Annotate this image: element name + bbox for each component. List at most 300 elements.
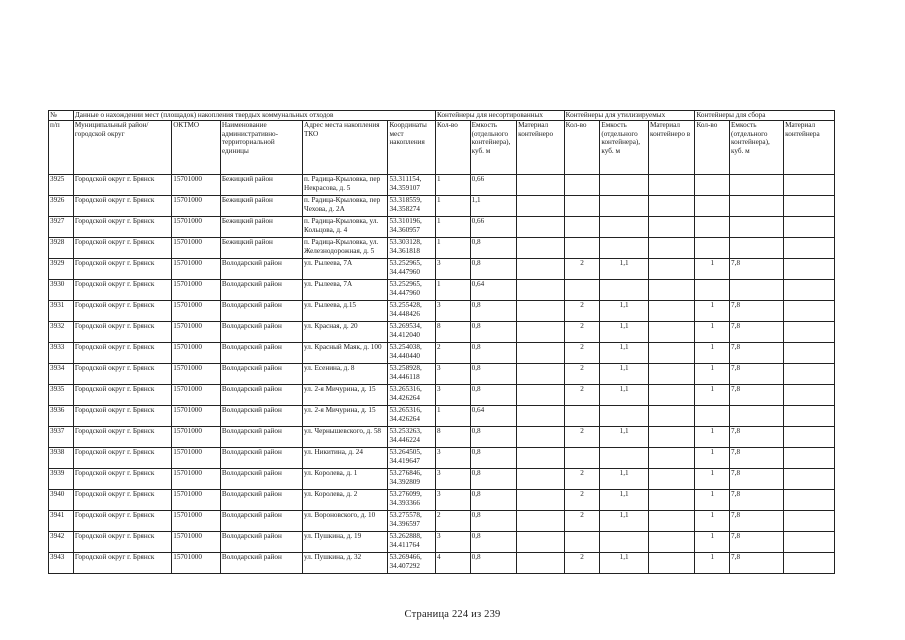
cell-address: ул. Королева, д. 1: [303, 469, 388, 490]
table-row: [49, 280, 835, 301]
cell-unsorted-material: [517, 196, 565, 217]
cell-num: 3933: [49, 343, 74, 364]
cell-address: ул. Красный Маяк, д. 100: [303, 343, 388, 364]
cell-unsorted-capacity: 0,8: [470, 322, 516, 343]
cell-unsorted-count: 1: [436, 175, 471, 196]
cell-unsorted-capacity: 0,8: [470, 427, 516, 448]
cell-district: Городской округ г. Брянск: [73, 343, 171, 364]
cell-oktmo: 15701000: [172, 175, 221, 196]
cell-num: 3926: [49, 196, 74, 217]
cell-recycle-material: [648, 217, 694, 238]
cell-unsorted-count: 4: [436, 553, 471, 574]
cell-district: Городской округ г. Брянск: [73, 469, 171, 490]
cell-num: 3940: [49, 490, 74, 511]
cell-bulky-capacity: 7,8: [730, 511, 784, 532]
cell-unsorted-material: [517, 448, 565, 469]
cell-recycle-capacity: 1,1: [600, 511, 649, 532]
cell-admin: Володарский район: [220, 343, 302, 364]
cell-recycle-capacity: [600, 175, 649, 196]
cell-coords: 53.269466, 34.407292: [388, 553, 436, 574]
cell-unsorted-material: [517, 427, 565, 448]
header-unsorted-material: Материал контейнеро: [517, 121, 565, 175]
cell-bulky-material: [784, 301, 835, 322]
cell-admin: Володарский район: [220, 532, 302, 553]
cell-coords: 53.252965, 34.447960: [388, 259, 436, 280]
cell-address: п. Радица-Крыловка, ул. Кольцова, д. 4: [303, 217, 388, 238]
cell-recycle-count: [564, 196, 600, 217]
cell-recycle-material: [648, 532, 694, 553]
cell-district: Городской округ г. Брянск: [73, 385, 171, 406]
cell-bulky-capacity: [730, 406, 784, 427]
cell-recycle-capacity: 1,1: [600, 469, 649, 490]
cell-bulky-count: [695, 280, 730, 301]
cell-admin: Володарский район: [220, 490, 302, 511]
cell-district: Городской округ г. Брянск: [73, 196, 171, 217]
cell-oktmo: 15701000: [172, 259, 221, 280]
cell-admin: Володарский район: [220, 322, 302, 343]
header-group-bulky: Контейнеры для сбора: [695, 111, 835, 121]
cell-admin: Володарский район: [220, 448, 302, 469]
cell-bulky-count: [695, 217, 730, 238]
cell-num: 3941: [49, 511, 74, 532]
cell-district: Городской округ г. Брянск: [73, 553, 171, 574]
cell-oktmo: 15701000: [172, 364, 221, 385]
cell-bulky-count: [695, 406, 730, 427]
cell-bulky-count: [695, 238, 730, 259]
cell-recycle-count: 2: [564, 427, 600, 448]
header-group-location: Данные о нахождении мест (площадок) накопления твердых коммунальных отходов: [73, 111, 435, 121]
cell-unsorted-capacity: 0,8: [470, 385, 516, 406]
cell-admin: Володарский район: [220, 280, 302, 301]
cell-admin: Володарский район: [220, 385, 302, 406]
cell-unsorted-count: 1: [436, 406, 471, 427]
cell-recycle-count: [564, 238, 600, 259]
cell-recycle-capacity: 1,1: [600, 343, 649, 364]
cell-recycle-material: [648, 469, 694, 490]
cell-bulky-capacity: [730, 217, 784, 238]
cell-recycle-material: [648, 196, 694, 217]
table-row: [49, 427, 835, 448]
cell-bulky-material: [784, 448, 835, 469]
cell-address: ул. Никитина, д. 24: [303, 448, 388, 469]
cell-bulky-material: [784, 427, 835, 448]
cell-recycle-count: 2: [564, 511, 600, 532]
table-row: [49, 511, 835, 532]
cell-recycle-count: 2: [564, 301, 600, 322]
cell-address: ул. Чернышевского, д. 58: [303, 427, 388, 448]
cell-recycle-capacity: [600, 217, 649, 238]
cell-coords: 53.276846, 34.392809: [388, 469, 436, 490]
cell-bulky-count: 1: [695, 511, 730, 532]
cell-bulky-material: [784, 280, 835, 301]
cell-recycle-capacity: 1,1: [600, 364, 649, 385]
cell-num: 3927: [49, 217, 74, 238]
cell-unsorted-material: [517, 364, 565, 385]
cell-num: 3932: [49, 322, 74, 343]
page-number: Страница 224 из 239: [404, 609, 501, 620]
cell-bulky-count: 1: [695, 343, 730, 364]
cell-bulky-count: 1: [695, 469, 730, 490]
cell-recycle-count: [564, 280, 600, 301]
header-group-recycle: Контейнеры для утилизируемых: [564, 111, 695, 121]
cell-bulky-capacity: [730, 280, 784, 301]
cell-bulky-capacity: 7,8: [730, 343, 784, 364]
cell-bulky-capacity: 7,8: [730, 259, 784, 280]
table-row: [49, 238, 835, 259]
cell-recycle-capacity: 1,1: [600, 490, 649, 511]
cell-bulky-count: 1: [695, 364, 730, 385]
cell-recycle-count: 2: [564, 343, 600, 364]
cell-bulky-capacity: 7,8: [730, 385, 784, 406]
cell-num: 3938: [49, 448, 74, 469]
cell-address: ул. Вороновского, д. 10: [303, 511, 388, 532]
cell-bulky-material: [784, 217, 835, 238]
cell-address: ул. Пушкина, д. 19: [303, 532, 388, 553]
cell-unsorted-material: [517, 406, 565, 427]
cell-coords: 53.265316, 34.426264: [388, 406, 436, 427]
table-row: [49, 406, 835, 427]
table-row: [49, 469, 835, 490]
cell-address: п. Радица-Крыловка, ул. Железнодорожная, д. 5: [303, 238, 388, 259]
cell-district: Городской округ г. Брянск: [73, 259, 171, 280]
cell-bulky-capacity: [730, 238, 784, 259]
table-row: [49, 322, 835, 343]
header-unsorted-capacity: Емкость (отдельного контейнера), куб. м: [470, 121, 516, 175]
cell-unsorted-count: 3: [436, 490, 471, 511]
cell-district: Городской округ г. Брянск: [73, 175, 171, 196]
table-row: [49, 259, 835, 280]
cell-oktmo: 15701000: [172, 469, 221, 490]
cell-unsorted-capacity: 0,8: [470, 553, 516, 574]
cell-unsorted-material: [517, 469, 565, 490]
cell-bulky-count: 1: [695, 490, 730, 511]
cell-coords: 53.269534, 34.412040: [388, 322, 436, 343]
cell-coords: 53.264505, 34.419647: [388, 448, 436, 469]
cell-unsorted-count: 3: [436, 385, 471, 406]
cell-coords: 53.258928, 34.446118: [388, 364, 436, 385]
cell-oktmo: 15701000: [172, 196, 221, 217]
cell-bulky-capacity: 7,8: [730, 301, 784, 322]
cell-district: Городской округ г. Брянск: [73, 364, 171, 385]
cell-bulky-material: [784, 259, 835, 280]
cell-num: 3930: [49, 280, 74, 301]
cell-unsorted-count: 8: [436, 322, 471, 343]
cell-num: 3942: [49, 532, 74, 553]
cell-unsorted-capacity: 0,8: [470, 448, 516, 469]
cell-unsorted-capacity: 0,8: [470, 364, 516, 385]
cell-recycle-count: 2: [564, 553, 600, 574]
cell-oktmo: 15701000: [172, 511, 221, 532]
header-group-unsorted: Контейнеры для несортированных: [436, 111, 565, 121]
cell-oktmo: 15701000: [172, 448, 221, 469]
cell-district: Городской округ г. Брянск: [73, 490, 171, 511]
header-bulky-material: Материал контейнера: [784, 121, 835, 175]
cell-recycle-material: [648, 259, 694, 280]
cell-coords: 53.262888, 34.411764: [388, 532, 436, 553]
cell-recycle-capacity: [600, 532, 649, 553]
cell-address: ул. 2-я Мичурина, д. 15: [303, 385, 388, 406]
cell-coords: 53.311154, 34.359107: [388, 175, 436, 196]
cell-recycle-material: [648, 511, 694, 532]
cell-recycle-material: [648, 238, 694, 259]
cell-bulky-count: 1: [695, 532, 730, 553]
cell-bulky-material: [784, 490, 835, 511]
cell-coords: 53.310196, 34.360957: [388, 217, 436, 238]
cell-address: ул. 2-я Мичурина, д. 15: [303, 406, 388, 427]
cell-unsorted-material: [517, 490, 565, 511]
cell-unsorted-material: [517, 217, 565, 238]
cell-oktmo: 15701000: [172, 343, 221, 364]
header-recycle-material: Материал контейнеро в: [648, 121, 694, 175]
cell-recycle-count: 2: [564, 385, 600, 406]
cell-num: 3931: [49, 301, 74, 322]
cell-unsorted-material: [517, 238, 565, 259]
cell-admin: Володарский район: [220, 511, 302, 532]
cell-bulky-material: [784, 343, 835, 364]
cell-admin: Бежицкий район: [220, 196, 302, 217]
cell-recycle-capacity: [600, 406, 649, 427]
cell-recycle-capacity: 1,1: [600, 427, 649, 448]
cell-admin: Володарский район: [220, 364, 302, 385]
cell-address: п. Радица-Крыловка, пер Чехова, д. 2А: [303, 196, 388, 217]
cell-address: ул. Красная, д. 20: [303, 322, 388, 343]
cell-unsorted-count: 3: [436, 469, 471, 490]
header-coords: Координаты мест накопления: [388, 121, 436, 175]
table-body: [49, 175, 835, 574]
cell-district: Городской округ г. Брянск: [73, 448, 171, 469]
cell-num: 3939: [49, 469, 74, 490]
cell-oktmo: 15701000: [172, 301, 221, 322]
cell-unsorted-capacity: 0,8: [470, 343, 516, 364]
cell-recycle-material: [648, 280, 694, 301]
cell-recycle-material: [648, 301, 694, 322]
cell-oktmo: 15701000: [172, 280, 221, 301]
cell-admin: Бежицкий район: [220, 238, 302, 259]
cell-recycle-capacity: 1,1: [600, 259, 649, 280]
cell-oktmo: 15701000: [172, 217, 221, 238]
table-row: [49, 385, 835, 406]
cell-recycle-count: [564, 448, 600, 469]
cell-address: ул. Рылеева, 7А: [303, 259, 388, 280]
header-district: Муниципальный район/городской округ: [73, 121, 171, 175]
cell-unsorted-capacity: 0,64: [470, 406, 516, 427]
cell-recycle-capacity: 1,1: [600, 385, 649, 406]
header-admin: Наименование административно-территориальной единицы: [220, 121, 302, 175]
cell-unsorted-capacity: 0,64: [470, 280, 516, 301]
cell-recycle-material: [648, 553, 694, 574]
cell-admin: Володарский район: [220, 406, 302, 427]
cell-bulky-material: [784, 532, 835, 553]
cell-coords: 53.265316, 34.426264: [388, 385, 436, 406]
cell-unsorted-material: [517, 301, 565, 322]
cell-oktmo: 15701000: [172, 322, 221, 343]
cell-num: 3943: [49, 553, 74, 574]
cell-address: п. Радица-Крыловка, пер Некрасова, д. 5: [303, 175, 388, 196]
cell-bulky-material: [784, 196, 835, 217]
cell-unsorted-material: [517, 553, 565, 574]
cell-bulky-capacity: 7,8: [730, 427, 784, 448]
table-row: [49, 490, 835, 511]
cell-recycle-material: [648, 448, 694, 469]
cell-recycle-material: [648, 364, 694, 385]
header-num-top: №: [49, 111, 74, 121]
waste-sites-table: [48, 110, 835, 574]
cell-admin: Володарский район: [220, 469, 302, 490]
cell-address: ул. Есенина, д. 8: [303, 364, 388, 385]
cell-recycle-count: 2: [564, 364, 600, 385]
cell-unsorted-count: 3: [436, 301, 471, 322]
cell-bulky-capacity: 7,8: [730, 490, 784, 511]
cell-recycle-count: [564, 175, 600, 196]
cell-bulky-material: [784, 385, 835, 406]
cell-unsorted-count: 8: [436, 427, 471, 448]
cell-address: ул. Пушкина, д. 32: [303, 553, 388, 574]
cell-admin: Володарский район: [220, 259, 302, 280]
cell-unsorted-count: 3: [436, 364, 471, 385]
cell-unsorted-capacity: 0,8: [470, 238, 516, 259]
header-bulky-count: Кол-во: [695, 121, 730, 175]
cell-recycle-material: [648, 322, 694, 343]
cell-recycle-material: [648, 427, 694, 448]
header-num-sub: п/п: [49, 121, 74, 175]
cell-recycle-count: 2: [564, 469, 600, 490]
cell-unsorted-count: 3: [436, 448, 471, 469]
table-row: [49, 217, 835, 238]
cell-district: Городской округ г. Брянск: [73, 238, 171, 259]
cell-recycle-capacity: [600, 238, 649, 259]
table-row: [49, 175, 835, 196]
cell-oktmo: 15701000: [172, 553, 221, 574]
cell-unsorted-count: 2: [436, 511, 471, 532]
cell-coords: 53.252965, 34.447960: [388, 280, 436, 301]
table-row: [49, 301, 835, 322]
cell-bulky-capacity: [730, 175, 784, 196]
cell-admin: Бежицкий район: [220, 217, 302, 238]
cell-unsorted-count: 1: [436, 196, 471, 217]
cell-unsorted-capacity: 0,8: [470, 259, 516, 280]
cell-recycle-count: 2: [564, 259, 600, 280]
cell-unsorted-count: 1: [436, 280, 471, 301]
cell-bulky-count: 1: [695, 427, 730, 448]
cell-bulky-material: [784, 511, 835, 532]
cell-recycle-count: [564, 217, 600, 238]
cell-bulky-capacity: [730, 196, 784, 217]
cell-unsorted-capacity: 1,1: [470, 196, 516, 217]
header-recycle-capacity: Емкость (отдельного контейнера), куб. м: [600, 121, 649, 175]
cell-bulky-material: [784, 322, 835, 343]
header-recycle-count: Кол-во: [564, 121, 600, 175]
cell-unsorted-capacity: 0,8: [470, 469, 516, 490]
cell-bulky-count: 1: [695, 322, 730, 343]
cell-recycle-capacity: [600, 448, 649, 469]
cell-unsorted-capacity: 0,8: [470, 511, 516, 532]
cell-bulky-material: [784, 469, 835, 490]
cell-oktmo: 15701000: [172, 490, 221, 511]
cell-recycle-material: [648, 175, 694, 196]
table-row: [49, 364, 835, 385]
cell-recycle-material: [648, 490, 694, 511]
cell-coords: 53.276099, 34.393366: [388, 490, 436, 511]
cell-recycle-count: [564, 406, 600, 427]
table-header: [49, 111, 835, 175]
cell-unsorted-material: [517, 280, 565, 301]
cell-unsorted-material: [517, 532, 565, 553]
cell-recycle-material: [648, 385, 694, 406]
cell-bulky-count: 1: [695, 259, 730, 280]
header-unsorted-count: Кол-во: [436, 121, 471, 175]
cell-recycle-capacity: [600, 280, 649, 301]
cell-num: 3925: [49, 175, 74, 196]
cell-district: Городской округ г. Брянск: [73, 511, 171, 532]
cell-bulky-capacity: 7,8: [730, 448, 784, 469]
cell-unsorted-count: 2: [436, 343, 471, 364]
cell-bulky-capacity: 7,8: [730, 553, 784, 574]
cell-admin: Володарский район: [220, 553, 302, 574]
cell-recycle-material: [648, 406, 694, 427]
cell-bulky-count: 1: [695, 553, 730, 574]
cell-oktmo: 15701000: [172, 427, 221, 448]
cell-district: Городской округ г. Брянск: [73, 217, 171, 238]
cell-unsorted-count: 1: [436, 217, 471, 238]
cell-coords: 53.255428, 34.448426: [388, 301, 436, 322]
cell-bulky-capacity: 7,8: [730, 469, 784, 490]
cell-recycle-count: 2: [564, 322, 600, 343]
cell-unsorted-material: [517, 322, 565, 343]
cell-unsorted-capacity: 0,66: [470, 175, 516, 196]
cell-bulky-count: 1: [695, 385, 730, 406]
cell-bulky-material: [784, 553, 835, 574]
cell-oktmo: 15701000: [172, 406, 221, 427]
cell-district: Городской округ г. Брянск: [73, 280, 171, 301]
cell-oktmo: 15701000: [172, 385, 221, 406]
cell-bulky-capacity: 7,8: [730, 322, 784, 343]
cell-unsorted-material: [517, 175, 565, 196]
cell-unsorted-capacity: 0,8: [470, 490, 516, 511]
cell-coords: 53.253263, 34.446224: [388, 427, 436, 448]
cell-bulky-material: [784, 364, 835, 385]
table-row: [49, 448, 835, 469]
cell-unsorted-capacity: 0,8: [470, 301, 516, 322]
cell-num: 3937: [49, 427, 74, 448]
cell-recycle-capacity: [600, 196, 649, 217]
cell-admin: Володарский район: [220, 301, 302, 322]
cell-district: Городской округ г. Брянск: [73, 406, 171, 427]
cell-coords: 53.275578, 34.396597: [388, 511, 436, 532]
cell-num: 3936: [49, 406, 74, 427]
cell-oktmo: 15701000: [172, 532, 221, 553]
cell-bulky-count: 1: [695, 301, 730, 322]
cell-coords: 53.318559, 34.358274: [388, 196, 436, 217]
table-row: [49, 553, 835, 574]
header-oktmo: ОКТМО: [172, 121, 221, 175]
cell-bulky-count: [695, 175, 730, 196]
table-row: [49, 196, 835, 217]
table-row: [49, 343, 835, 364]
cell-unsorted-material: [517, 511, 565, 532]
cell-unsorted-count: 3: [436, 259, 471, 280]
cell-bulky-count: 1: [695, 448, 730, 469]
cell-recycle-count: [564, 532, 600, 553]
cell-district: Городской округ г. Брянск: [73, 532, 171, 553]
cell-district: Городской округ г. Брянск: [73, 322, 171, 343]
cell-num: 3934: [49, 364, 74, 385]
cell-recycle-capacity: 1,1: [600, 322, 649, 343]
header-address: Адрес места накопления ТКО: [303, 121, 388, 175]
cell-admin: Володарский район: [220, 427, 302, 448]
cell-coords: 53.254038, 34.440440: [388, 343, 436, 364]
cell-recycle-material: [648, 343, 694, 364]
cell-unsorted-material: [517, 343, 565, 364]
